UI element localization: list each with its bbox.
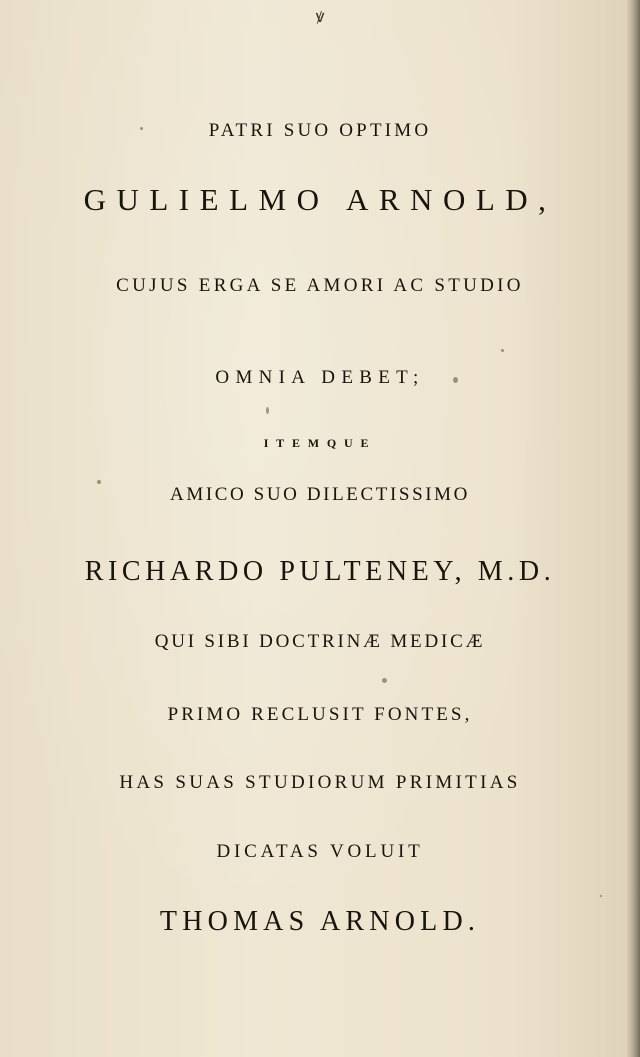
dedication-line-qui-sibi: QUI SIBI DOCTRINÆ MEDICÆ bbox=[154, 631, 486, 652]
paper-speck bbox=[266, 407, 269, 414]
dedication-line-amico: AMICO SUO DILECTISSIMO bbox=[170, 484, 470, 505]
signature-mark: ꝟ bbox=[315, 7, 325, 26]
dedication-line-thomas-arnold: THOMAS ARNOLD. bbox=[159, 906, 481, 937]
paper-speck bbox=[501, 349, 504, 352]
dedication-line-primo-reclusit: PRIMO RECLUSIT FONTES, bbox=[167, 704, 473, 725]
paper-speck bbox=[600, 895, 602, 897]
dedication-line-cujus: CUJUS ERGA SE AMORI AC STUDIO bbox=[116, 275, 524, 296]
paper-speck bbox=[453, 377, 458, 383]
paper-speck bbox=[140, 127, 143, 130]
dedication-line-patri: PATRI SUO OPTIMO bbox=[208, 120, 432, 141]
page-binding-shadow bbox=[626, 0, 640, 1057]
paper-speck bbox=[382, 678, 387, 683]
dedication-line-gulielmo-arnold: GULIELMO ARNOLD, bbox=[83, 182, 557, 217]
dedication-line-has-suas: HAS SUAS STUDIORUM PRIMITIAS bbox=[119, 772, 521, 793]
dedication-line-richardo-pulteney: RICHARDO PULTENEY, M.D. bbox=[84, 556, 556, 587]
dedication-line-dicatas: DICATAS VOLUIT bbox=[216, 841, 424, 862]
dedication-line-itemque: ITEMQUE bbox=[263, 436, 377, 450]
paper-speck bbox=[97, 480, 101, 484]
dedication-line-omnia-debet: OMNIA DEBET; bbox=[215, 367, 425, 388]
